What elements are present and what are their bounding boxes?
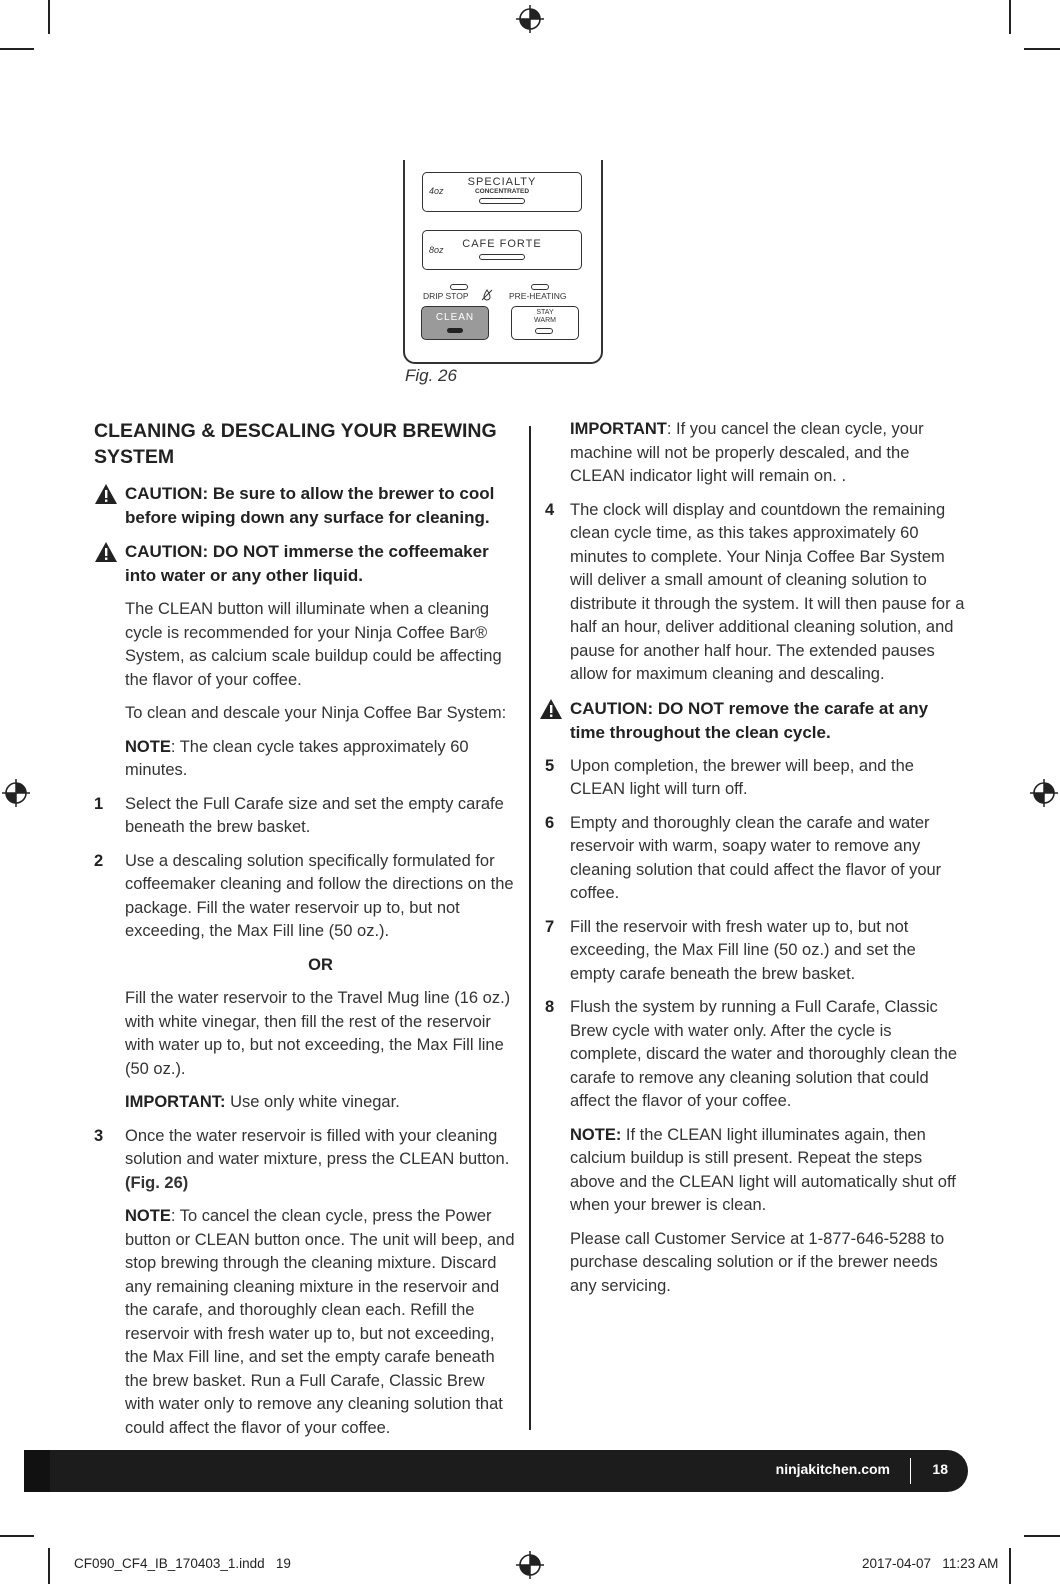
step-1: [94, 793, 516, 840]
clean-label: CLEAN: [435, 312, 475, 323]
step-text: Once the water reservoir is filled with your cleaning solution and water mixture, press the CLEAN button.: [125, 1126, 510, 1168]
caution-carafe: [545, 697, 965, 745]
or-separator: OR: [308, 955, 333, 974]
step-7: [545, 916, 965, 987]
specialty-button: [422, 172, 582, 212]
footer-edge: [24, 1450, 50, 1492]
drip-stop-label: DRIP STOP: [423, 291, 469, 301]
registration-mark-icon: [1029, 778, 1059, 808]
column-divider: [529, 426, 531, 1430]
cafe-forte-indicator: [479, 254, 525, 260]
caution-cool-text: CAUTION: Be sure to allow the brewer to cool before wiping down any surface for cleaning.: [125, 484, 495, 527]
step-number: 4: [545, 500, 555, 519]
crop-mark: [0, 1535, 34, 1537]
cafe-forte-label: CAFE FORTE: [462, 238, 542, 250]
cafe-forte-size: 8oz: [429, 245, 444, 255]
vinegar-alternative: Fill the water reservoir to the Travel Mug line (16 oz.) with white vinegar, then fill the rest of the reservoir with water up to, but not exceeding, the Max Fill line (50 oz.).: [125, 989, 511, 1078]
stay-warm-label-1: STAY: [536, 309, 554, 316]
right-column: [545, 418, 965, 1308]
step-number: 2: [94, 851, 104, 870]
figure-caption: Fig. 26: [405, 366, 457, 385]
step-text: Upon completion, the brewer will beep, and the CLEAN light will turn off.: [570, 756, 914, 798]
stay-warm-indicator: [535, 328, 553, 334]
left-column: [94, 418, 516, 1450]
registration-mark-icon: [515, 4, 545, 34]
warning-icon: [94, 541, 118, 563]
clean-button: [421, 306, 489, 340]
note-duration: [94, 736, 516, 783]
crop-mark: [1009, 0, 1011, 34]
step-6: [545, 812, 965, 906]
footer-divider: [910, 1458, 912, 1484]
step-5: [545, 755, 965, 802]
caution-immerse: [94, 540, 516, 588]
step-number: 1: [94, 794, 104, 813]
registration-mark-icon: [515, 1550, 545, 1580]
specialty-size: 4oz: [429, 186, 444, 196]
specialty-sublabel: CONCENTRATED: [474, 188, 530, 195]
important-text: Use only white vinegar.: [225, 1093, 400, 1111]
step-number: 8: [545, 998, 555, 1016]
warning-icon: [539, 698, 563, 720]
clean-indicator: [447, 328, 463, 333]
crop-mark: [1024, 1535, 1060, 1537]
caution-cool: [94, 482, 516, 530]
print-timestamp: 2017-04-07 11:23 AM: [862, 1556, 999, 1571]
step-text: Fill the reservoir with fresh water up to, but not exceeding, the Max Fill line (50 oz.) and set the empty carafe beneath the brew basket.: [570, 917, 916, 983]
important-label: IMPORTANT:: [125, 1093, 226, 1111]
drip-icon: [481, 289, 493, 301]
step-8: [545, 996, 965, 1114]
note-label: NOTE: [125, 737, 171, 756]
caution-carafe-text: CAUTION: DO NOT remove the carafe at any time throughout the clean cycle.: [570, 698, 929, 742]
pre-heating-label: PRE-HEATING: [509, 291, 567, 301]
intro-paragraph: The CLEAN button will illuminate when a cleaning cycle is recommended for your Ninja Coffee Bar® System, as calcium scale buildup could be affecting the flavor of your coffee.: [125, 600, 502, 689]
crop-mark: [1024, 48, 1060, 50]
specialty-label: SPECIALTY: [467, 176, 537, 188]
crop-mark: [48, 1548, 50, 1584]
control-panel-figure: [403, 160, 603, 364]
step-text: Use a descaling solution specifically formulated for coffeemaker cleaning and follow the directions on the package. Fill the water reservoir up to, but not exceeding, the Max Fill line (50 oz.).: [125, 851, 514, 940]
important-vinegar: [94, 1091, 516, 1115]
step-number: 6: [545, 813, 555, 832]
step-number: 7: [545, 917, 555, 936]
pre-heating-indicator: [531, 284, 549, 290]
step-2: [94, 850, 516, 944]
figure-reference: (Fig. 26): [125, 1173, 189, 1192]
step-number: 5: [545, 756, 555, 775]
note-text: : The clean cycle takes approximately 60 minutes.: [125, 737, 469, 779]
step-text: Flush the system by running a Full Carafe, Classic Brew cycle with water only. After the cycle is complete, discard the water and thoroughly clean the carafe to remove any cleaning solution that could affect the flavor of your coffee.: [570, 998, 958, 1110]
stay-warm-button: [511, 306, 579, 340]
note-calcium: [545, 1124, 965, 1218]
crop-mark: [48, 0, 50, 34]
stay-warm-label-2: WARM: [534, 317, 556, 324]
step-text: The clock will display and countdown the remaining clean cycle time, as this takes approximately 60 minutes to complete. Your Ninja Coffee Bar System will deliver a small amount of cleaning solution to distribute it through the system. It will then pause for a half an hour, deliver additional cleaning solution, and pause for another half hour. The extended pauses allow for maximum cleaning and descaling.: [570, 500, 965, 683]
note-text: : To cancel the clean cycle, press the Power button or CLEAN button once. The unit will beep, and stop brewing through the cleaning mixture. Discard any remaining cleaning mixture in the reservoir and the carafe, and thoroughly clean each. Refill the reservoir with fresh water up to, but not exceeding, the Max Fill line, and set the empty carafe beneath the brew basket. Run a Full Carafe, Classic Brew with water only to remove any cleaning solution that could affect the flavor of your coffee.: [125, 1207, 515, 1437]
crop-mark: [0, 48, 34, 50]
specialty-indicator: [479, 198, 525, 204]
file-slug: CF090_CF4_IB_170403_1.indd 19: [74, 1556, 291, 1571]
important-cancel: [545, 418, 965, 489]
customer-service: Please call Customer Service at 1-877-646-5288 to purchase descaling solution or if the brewer needs any servicing.: [570, 1229, 945, 1295]
section-title: CLEANING & DESCALING YOUR BREWING SYSTEM: [94, 420, 497, 468]
crop-mark: [1009, 1548, 1011, 1584]
step-text: Select the Full Carafe size and set the empty carafe beneath the brew basket.: [125, 794, 504, 836]
to-clean-paragraph: To clean and descale your Ninja Coffee Bar System:: [125, 704, 507, 722]
caution-immerse-text: CAUTION: DO NOT immerse the coffeemaker into water or any other liquid.: [125, 542, 489, 585]
note-cancel: [94, 1205, 516, 1440]
page-number: 18: [932, 1461, 948, 1477]
step-number: 3: [94, 1126, 104, 1145]
step-4: [545, 499, 965, 687]
note-label: NOTE: [125, 1207, 171, 1225]
registration-mark-icon: [1, 778, 31, 808]
note-label: NOTE:: [570, 1125, 622, 1144]
step-3: [94, 1125, 516, 1196]
cafe-forte-button: [422, 230, 582, 270]
step-text: Empty and thoroughly clean the carafe and water reservoir with warm, soapy water to remove any cleaning solution that could affect the flavor of your coffee.: [570, 813, 942, 902]
website-link[interactable]: ninjakitchen.com: [775, 1461, 890, 1477]
important-text: : If you cancel the clean cycle, your machine will not be properly descaled, and the CLEAN indicator light will remain on. .: [570, 420, 924, 485]
footer-bar: [24, 1450, 968, 1492]
drip-stop-indicator: [450, 284, 468, 290]
warning-icon: [94, 483, 118, 505]
important-label: IMPORTANT: [570, 420, 667, 438]
note-text: If the CLEAN light illuminates again, then calcium buildup is still present. Repeat the steps above and the CLEAN light will automatically shut off when your brewer is clean.: [570, 1125, 956, 1214]
